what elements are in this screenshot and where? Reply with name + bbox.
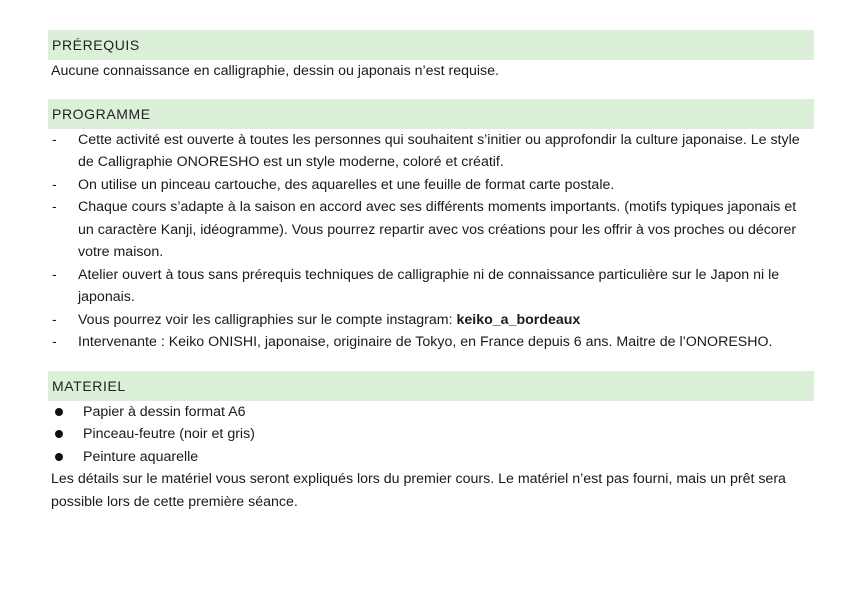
bullet-icon [55,408,63,416]
instagram-handle: keiko_a_bordeaux [456,311,581,328]
list-item [48,196,814,264]
materiel-item-text: Pinceau-feutre (noir et gris) [83,426,255,442]
materiel-item-text: Peinture aquarelle [83,448,199,465]
materiel-item-text: Papier à dessin format A6 [83,403,246,420]
list-item [48,174,814,197]
programme-item-text: On utilise un pinceau cartouche, des aquarelles et une feuille de format carte postale. [78,176,615,193]
materiel-header [48,371,814,401]
list-item [48,264,814,309]
programme-item-text: Chaque cours s’adapte à la saison en accord avec ses différents moments importants. (motifs typiques japonais et un caractère Kanji, idéogramme). Vous pourrez repartir avec vos créations pour les offrir à vos proches ou décorer votre maison. [78,199,797,260]
programme-header [48,99,814,129]
dash-marker: - [52,176,57,193]
dash-marker: - [52,334,57,350]
list-item [48,129,814,174]
materiel-list [48,401,814,469]
materiel-note: Les détails sur le matériel vous seront expliqués lors du premier cours. Le matériel n’est pas fourni, mais un prêt sera possible lors de cette première séance. [51,471,786,510]
list-item [48,446,814,469]
dash-marker: - [52,131,57,148]
dash-marker: - [52,266,57,283]
document-page [48,30,814,513]
programme-list [48,129,814,354]
bullet-icon [55,453,63,461]
programme-item-text: Cette activité est ouverte à toutes les personnes qui souhaitent s’initier ou approfondir la culture japonaise. Le style de Calligraphie ONORESHO est un style moderne, coloré et créatif. [78,131,800,170]
prerequisites-text: Aucune connaissance en calligraphie, dessin ou japonais n’est requise. [51,63,499,79]
materiel-title: MATERIEL [52,377,126,394]
programme-item-text: Intervenante : Keiko ONISHI, japonaise, originaire de Tokyo, en France depuis 6 ans. Maitre de l’ONORESHO. [78,334,773,350]
list-item [48,331,814,354]
prerequisites-header [48,30,814,60]
instagram-prefix: Vous pourrez voir les calligraphies sur le compte instagram: [78,311,457,328]
list-item [48,309,814,332]
bullet-icon [55,430,63,438]
programme-item-text: Atelier ouvert à tous sans prérequis techniques de calligraphie ni de connaissance particulière sur le Japon ni le japonais. [78,266,780,305]
prerequisites-title: PRÉREQUIS [52,37,140,53]
programme-title: PROGRAMME [52,105,151,122]
dash-marker: - [52,311,57,328]
list-item [48,401,814,424]
dash-marker: - [52,199,57,215]
list-item [48,423,814,446]
